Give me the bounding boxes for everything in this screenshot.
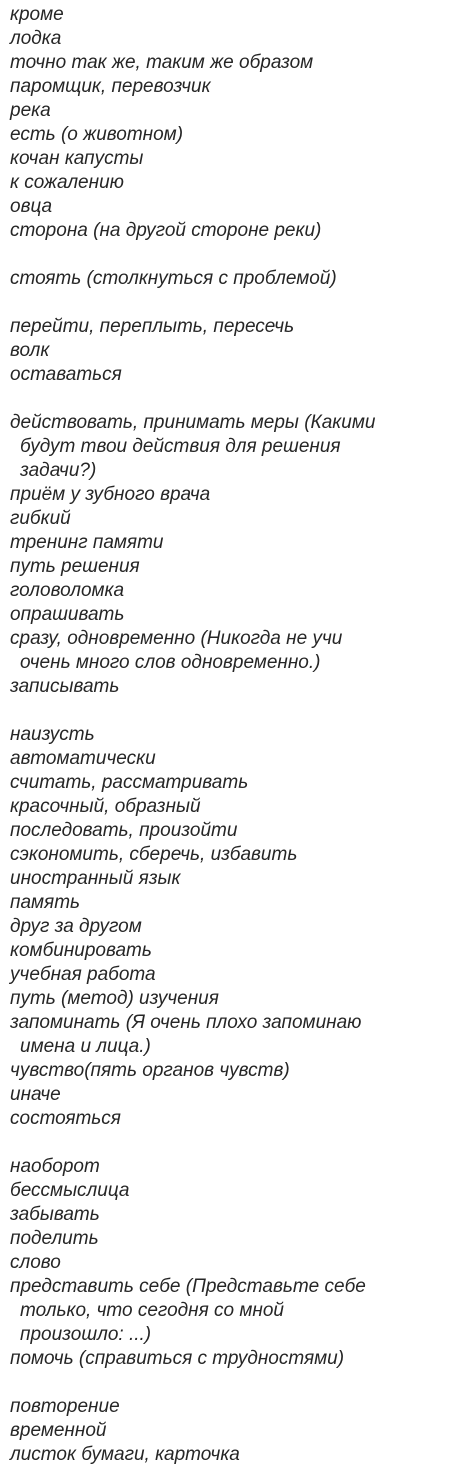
entry-text: опрашивать bbox=[10, 604, 125, 625]
entry-text: путь (метод) изучения bbox=[10, 988, 219, 1009]
entry-text: сразу, одновременно (Никогда не учи bbox=[10, 628, 343, 649]
vocabulary-entry bbox=[10, 747, 465, 771]
entry-text: действовать, принимать меры (Какими bbox=[10, 412, 376, 433]
entry-continuation: произошло: ...) bbox=[20, 1324, 152, 1345]
entry-text: листок бумаги, карточка bbox=[10, 1444, 240, 1465]
entry-text: иначе bbox=[10, 1084, 61, 1105]
vocabulary-entry bbox=[10, 1059, 465, 1083]
entry-text: река bbox=[10, 100, 51, 121]
vocabulary-entry bbox=[10, 363, 465, 387]
entry-text: оставаться bbox=[10, 364, 122, 385]
entry-text: головоломка bbox=[10, 580, 125, 601]
vocabulary-entry bbox=[10, 819, 465, 843]
entry-text: овца bbox=[10, 196, 53, 217]
vocabulary-entry bbox=[10, 627, 465, 675]
entry-continuation: очень много слов одновременно.) bbox=[20, 652, 321, 673]
entry-text: повторение bbox=[10, 1396, 120, 1417]
entry-text: представить себе (Представьте себе bbox=[10, 1276, 366, 1297]
entry-text: паромщик, перевозчик bbox=[10, 76, 211, 97]
entry-text: чувство(пять органов чувств) bbox=[10, 1060, 290, 1081]
entry-text: лодка bbox=[10, 28, 62, 49]
vocabulary-entry bbox=[10, 603, 465, 627]
entry-text: записывать bbox=[10, 676, 120, 697]
vocabulary-entry bbox=[10, 99, 465, 123]
vocabulary-entry bbox=[10, 75, 465, 99]
vocabulary-entry bbox=[10, 987, 465, 1011]
vocabulary-entry bbox=[10, 1275, 465, 1347]
vocabulary-entry bbox=[10, 411, 465, 483]
vocabulary-entry bbox=[10, 171, 465, 195]
vocabulary-entry bbox=[10, 1011, 465, 1059]
entry-text: комбинировать bbox=[10, 940, 152, 961]
entry-text: состояться bbox=[10, 1108, 121, 1129]
vocabulary-entry bbox=[10, 843, 465, 867]
entry-text: наизусть bbox=[10, 724, 95, 745]
vocabulary-entry bbox=[10, 315, 465, 339]
vocabulary-entry bbox=[10, 27, 465, 51]
entry-text: к сожалению bbox=[10, 172, 124, 193]
entry-continuation: будут твои действия для решения bbox=[20, 436, 341, 457]
vocabulary-list bbox=[10, 3, 465, 1467]
vocabulary-entry bbox=[10, 555, 465, 579]
vocabulary-entry bbox=[10, 1251, 465, 1275]
entry-text: слово bbox=[10, 1252, 61, 1273]
entry-text: сторона (на другой стороне реки) bbox=[10, 220, 322, 241]
vocabulary-entry bbox=[10, 51, 465, 75]
entry-text: красочный, образный bbox=[10, 796, 201, 817]
entry-continuation: задачи?) bbox=[20, 460, 97, 481]
entry-text: автоматически bbox=[10, 748, 156, 769]
entry-continuation: только, что сегодня со мной bbox=[20, 1300, 284, 1321]
vocabulary-entry bbox=[10, 579, 465, 603]
vocabulary-entry bbox=[10, 1107, 465, 1131]
blank-line bbox=[10, 1131, 465, 1155]
entry-text: помочь (справиться с трудностями) bbox=[10, 1348, 345, 1369]
vocabulary-entry bbox=[10, 123, 465, 147]
entry-text: запоминать (Я очень плохо запоминаю bbox=[10, 1012, 362, 1033]
vocabulary-entry bbox=[10, 771, 465, 795]
entry-text: кочан капусты bbox=[10, 148, 144, 169]
vocabulary-entry bbox=[10, 963, 465, 987]
entry-text: приём у зубного врача bbox=[10, 484, 211, 505]
entry-text: иностранный язык bbox=[10, 868, 181, 889]
vocabulary-entry bbox=[10, 915, 465, 939]
blank-line bbox=[10, 387, 465, 411]
entry-text: стоять (столкнуться с проблемой) bbox=[10, 268, 337, 289]
blank-line bbox=[10, 291, 465, 315]
vocabulary-entry bbox=[10, 339, 465, 363]
entry-text: сэкономить, сберечь, избавить bbox=[10, 844, 298, 865]
entry-text: считать, рассматривать bbox=[10, 772, 249, 793]
vocabulary-entry bbox=[10, 1443, 465, 1467]
blank-line bbox=[10, 1371, 465, 1395]
entry-text: память bbox=[10, 892, 81, 913]
vocabulary-entry bbox=[10, 1395, 465, 1419]
vocabulary-entry bbox=[10, 483, 465, 507]
entry-text: точно так же, таким же образом bbox=[10, 52, 314, 73]
entry-text: временной bbox=[10, 1420, 107, 1441]
entry-text: перейти, переплыть, пересечь bbox=[10, 316, 295, 337]
entry-text: тренинг памяти bbox=[10, 532, 164, 553]
entry-text: последовать, произойти bbox=[10, 820, 238, 841]
entry-text: бессмыслица bbox=[10, 1180, 130, 1201]
blank-line bbox=[10, 699, 465, 723]
entry-text: путь решения bbox=[10, 556, 140, 577]
vocabulary-entry bbox=[10, 867, 465, 891]
vocabulary-entry bbox=[10, 675, 465, 699]
entry-text: наоборот bbox=[10, 1156, 100, 1177]
vocabulary-entry bbox=[10, 219, 465, 243]
vocabulary-entry bbox=[10, 1419, 465, 1443]
entry-text: поделить bbox=[10, 1228, 99, 1249]
entry-text: учебная работа bbox=[10, 964, 156, 985]
vocabulary-entry bbox=[10, 195, 465, 219]
vocabulary-entry bbox=[10, 723, 465, 747]
vocabulary-entry bbox=[10, 147, 465, 171]
vocabulary-entry bbox=[10, 891, 465, 915]
entry-text: есть (о животном) bbox=[10, 124, 184, 145]
entry-text: друг за другом bbox=[10, 916, 142, 937]
blank-line bbox=[10, 243, 465, 267]
entry-text: забывать bbox=[10, 1204, 100, 1225]
vocabulary-entry bbox=[10, 1179, 465, 1203]
entry-text: кроме bbox=[10, 4, 64, 25]
vocabulary-entry bbox=[10, 1083, 465, 1107]
vocabulary-entry bbox=[10, 507, 465, 531]
entry-text: гибкий bbox=[10, 508, 71, 529]
vocabulary-entry bbox=[10, 267, 465, 291]
vocabulary-entry bbox=[10, 531, 465, 555]
vocabulary-entry bbox=[10, 795, 465, 819]
entry-continuation: имена и лица.) bbox=[20, 1036, 151, 1057]
vocabulary-entry bbox=[10, 1227, 465, 1251]
vocabulary-entry bbox=[10, 3, 465, 27]
vocabulary-entry bbox=[10, 1155, 465, 1179]
vocabulary-entry bbox=[10, 939, 465, 963]
vocabulary-entry bbox=[10, 1347, 465, 1371]
entry-text: волк bbox=[10, 340, 50, 361]
vocabulary-entry bbox=[10, 1203, 465, 1227]
